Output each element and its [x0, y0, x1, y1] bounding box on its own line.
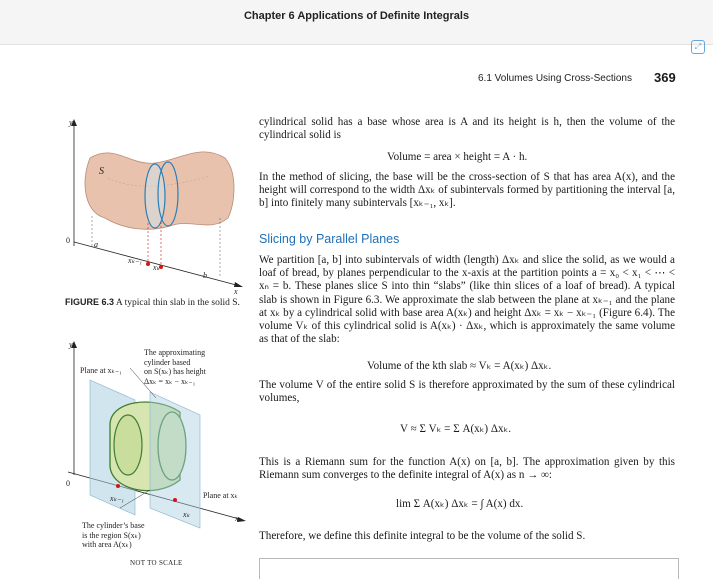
figure-6-3-label: FIGURE 6.3 — [65, 297, 115, 307]
intro-line-2: cylindrical solid is — [259, 129, 341, 142]
riemann-paragraph: This is a Riemann sum for the function A(x) on [a, b]. The approximation given by this Riemann sum converges to the definite integral of A(x) as n → ∞: — [259, 456, 675, 482]
figure-6-3-caption-text: A typical thin slab in the solid S. — [115, 298, 240, 308]
fig3-xk-label: xₖ — [153, 263, 160, 272]
point-xk-minus-1 — [146, 262, 150, 266]
plane-xk — [150, 392, 200, 528]
base-line-2: is the region S(xₖ) — [82, 530, 141, 540]
fig3-b-label: b — [203, 271, 207, 280]
riemann-sum-equation: V ≈ Σ Vₖ = Σ A(xₖ) Δxₖ. — [400, 423, 512, 435]
fig3-solid-label: S — [99, 166, 104, 177]
limit-integral-equation: lim Σ A(xₖ) Δxₖ = ∫ A(x) dx. — [396, 498, 524, 510]
fig3-xk-minus-1-label: xₖ₋₁ — [128, 256, 142, 265]
slicing-paragraph: In the method of slicing, the base will be the cross-section of S that has area A(x), and the height will correspond to the width Δxₖ of subintervals formed by partitioning the interval [a, b] into finitely many subintervals [xₖ₋₁, xₖ]. — [259, 171, 675, 210]
total-volume-paragraph: The volume V of the entire solid S is therefore approximated by the sum of these cylindrical volumes, — [259, 379, 675, 405]
chapter-title: Chapter 6 Applications of Definite Integrals — [243, 10, 470, 22]
callout-line-1: The approximating — [144, 348, 206, 357]
fig4-xk-minus-1-label: xₖ₋₁ — [110, 494, 124, 503]
fig3-y-label: y — [69, 118, 73, 127]
cylinder-left-face — [114, 415, 142, 475]
figure-6-3-caption — [65, 297, 240, 309]
fig4-base-note — [82, 521, 192, 550]
intro-paragraph — [259, 116, 675, 142]
point-xk — [173, 498, 177, 502]
base-line-3: with area A(xₖ) — [82, 540, 132, 549]
page-number: 369 — [654, 70, 676, 85]
fig4-origin: 0 — [66, 479, 70, 488]
callout-line-3: on S(xₖ) has height — [144, 367, 206, 376]
fig4-y-label: y — [69, 340, 73, 349]
fig4-callout — [144, 348, 254, 386]
fig4-plane-right-label: Plane at xₖ — [203, 491, 238, 500]
volume-equation: Volume = area × height = A · h. — [387, 151, 528, 163]
definition-box — [259, 558, 679, 579]
fig3-a-label: a — [94, 240, 98, 249]
fig3-x-label: x — [234, 287, 238, 296]
intro-line-1: cylindrical solid has a base whose area is A and its height is h, then the volume of the — [259, 116, 675, 128]
fig4-plane-left-label: Plane at xₖ₋₁ — [80, 366, 122, 375]
fig3-origin: 0 — [66, 236, 70, 245]
base-line-1: The cylinder’s base — [82, 521, 145, 530]
therefore-paragraph: Therefore, we define this definite integral to be the volume of the solid S. — [259, 530, 586, 542]
section-heading: Slicing by Parallel Planes — [259, 232, 400, 246]
fig4-x-label: x — [235, 514, 239, 523]
slab-volume-equation: Volume of the kth slab ≈ Vₖ = A(xₖ) Δxₖ. — [367, 360, 552, 372]
fig4-xk-label: xₖ — [183, 510, 190, 519]
scale-note: NOT TO SCALE — [130, 559, 183, 567]
partition-paragraph: We partition [a, b] into subintervals of width (length) Δxₖ and slice the solid, as we would a loaf of bread, by planes perpendicular to the x-axis at the partition points a = x₀ < x₁ < ⋯ < xₙ = b. These planes slice S into thin “slabs” (like thin slices of a loaf of bread). A typical slab is shown in Figure 6.3. We approximate the slab between the plane at xₖ₋₁ and the plane at xₖ by a cylindrical solid with base area A(xₖ) and height Δxₖ = xₖ − xₖ₋₁ (Figure 6.4). The volume Vₖ of this cylindrical solid is A(xₖ) · Δxₖ, which is approximately the same volume as that of the slab: — [259, 254, 675, 346]
fullscreen-icon[interactable]: ⤢ — [691, 40, 705, 54]
callout-line-4: Δxₖ = xₖ − xₖ₋₁ — [144, 376, 196, 386]
callout-line-2: cylinder based — [144, 357, 191, 367]
document-toolbar — [0, 0, 713, 45]
point-xk-minus-1 — [116, 484, 120, 488]
running-head: 6.1 Volumes Using Cross-Sections — [478, 73, 632, 84]
